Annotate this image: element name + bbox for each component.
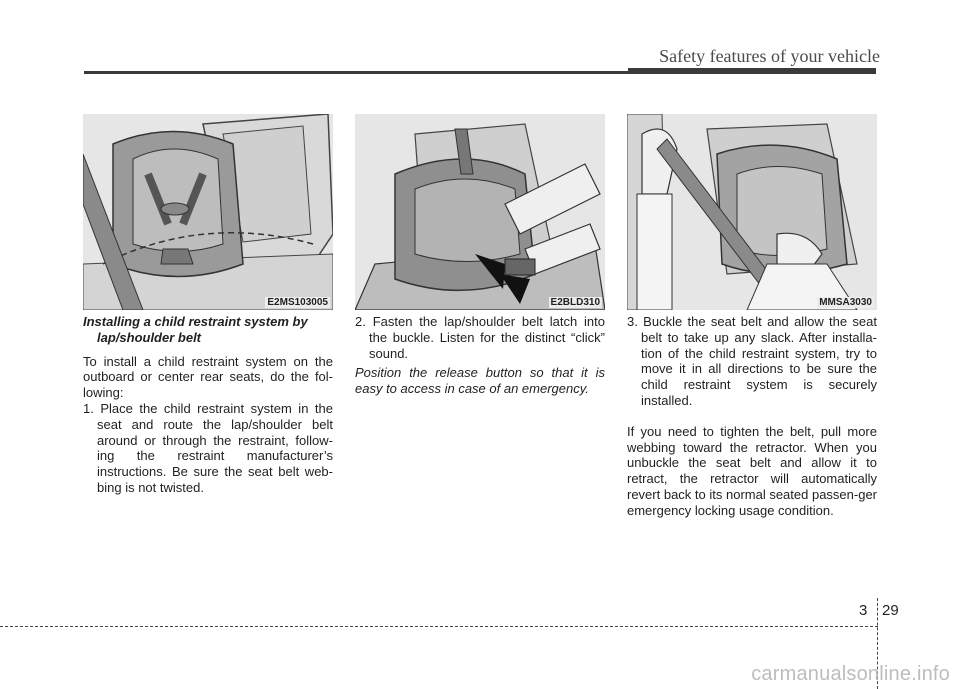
figure-code: MMSA3030 [819, 297, 872, 308]
chapter-number: 3 [859, 602, 868, 619]
release-button-note: Position the release button so that it is easy to access in case of an emergency. [355, 365, 605, 397]
subheading-line-1: Installing a child restraint system by [83, 314, 308, 329]
figure-fasten-buckle [355, 114, 605, 310]
step-1: 1. Place the child restraint system in the seat and route the lap/shoulder belt around or through the restraint, follow-ing the restraint manufacturer’s instructions. Be sure the seat belt web-bing is not twisted. [83, 400, 333, 495]
child-seat-illustration [83, 114, 333, 310]
step-3: 3. Buckle the seat belt and allow the seat belt to take up any slack. After installa-tion of the child restraint system, try to move it in all directions to be sure the child restraint system is securely installed. [627, 314, 877, 408]
left-column [83, 314, 333, 496]
figure-take-up-slack [627, 114, 877, 310]
page-number: 29 [882, 602, 899, 619]
subheading-line-2: lap/shoulder belt [97, 329, 202, 345]
section-subheading [83, 314, 333, 346]
watermark: carmanualsonline.info [751, 663, 950, 685]
header-rule-accent [628, 68, 876, 74]
figure-code: E2MS103005 [267, 297, 328, 308]
figure-child-seat-routing [83, 114, 333, 310]
step-2: 2. Fasten the lap/shoulder belt latch into the buckle. Listen for the distinct “click” sound. [355, 314, 605, 361]
intro-paragraph: To install a child restraint system on the outboard or center rear seats, do the fol-lowing: [83, 353, 333, 401]
slack-illustration [627, 114, 877, 310]
footer-rule [0, 626, 878, 627]
buckle-illustration [355, 114, 605, 310]
right-column [627, 314, 877, 519]
figure-code: E2BLD310 [550, 297, 600, 308]
section-header-title: Safety features of your vehicle [659, 46, 880, 66]
middle-column [355, 314, 605, 397]
tighten-belt-paragraph: If you need to tighten the belt, pull more webbing toward the retractor. When you unbuckle the seat belt and allow it to retract, the retractor will automatically revert back to its normal seated passen-ger emergency locking usage condition. [627, 423, 878, 518]
